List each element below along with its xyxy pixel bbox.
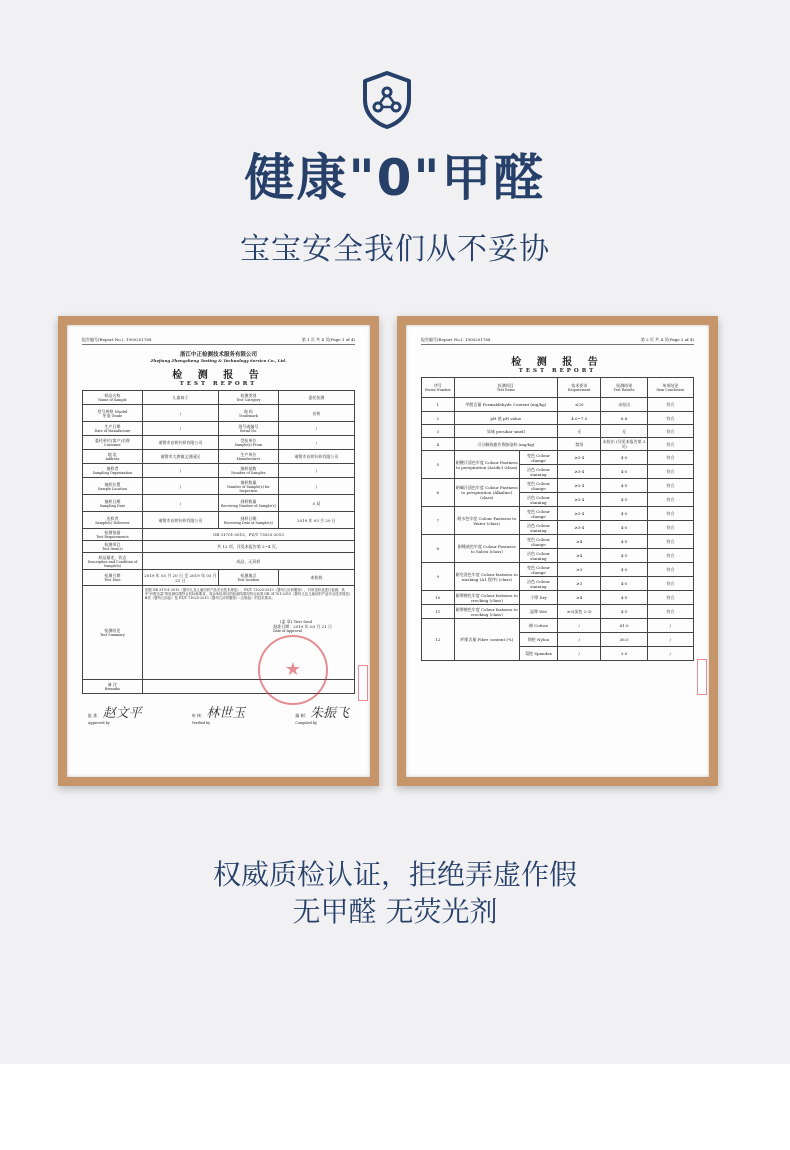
signature-row: 批 准： 赵文平 Approved by 审 核： 林世玉 Verified by 编 制： 朱振飞 Compiled by — [88, 706, 349, 725]
table-row — [422, 479, 694, 493]
cell-sub-item: 沾色 Colour staining — [519, 577, 557, 591]
field-value: / — [278, 464, 354, 478]
official-red-stamp — [258, 635, 328, 705]
field-value: 2019 年 03 月 20 日 — [278, 512, 354, 529]
report-number: 报告编号(Report No.): 1900201768 — [82, 337, 152, 342]
field-value: 成品、无异样 — [142, 553, 354, 570]
cell-result: 4-5 — [601, 591, 647, 605]
cell-sub-item: 变色 Colour change — [519, 479, 557, 493]
cell-result: 未检出 (详见本报告第 3 页) — [602, 439, 646, 449]
cell-sub-item: 氨纶 Spandex — [519, 647, 557, 661]
field-label: 样品描述、状态 Description and Condition of Sample(s) — [83, 553, 143, 570]
cell-result: 未检出 — [601, 398, 647, 412]
field-value: 诸暨市首荷针织有限公司 — [142, 436, 218, 450]
certificate-mat — [67, 325, 370, 777]
column-header: 序号 Series Number — [422, 378, 455, 398]
cell-conclusion: / — [647, 647, 693, 661]
cell-requirement: ≥3-4 — [557, 507, 601, 521]
cell-requirement: ≥3 — [557, 563, 601, 577]
cell-requirement: ≥3-4 — [557, 465, 601, 479]
field-value: 5 双 — [278, 495, 354, 512]
field-label: 型号规格 Model 等 级 Grade — [83, 405, 143, 422]
cell-conclusion: 符合 — [647, 507, 693, 521]
cell-result: 4-5 — [601, 451, 647, 465]
report-title-en: TEST REPORT — [179, 381, 258, 387]
field-label: 检测日期 Test Date — [83, 570, 143, 586]
cell-series-number: 10 — [422, 591, 455, 605]
field-label: 生产日期 Date of Manufacture — [83, 422, 143, 436]
cell-result: 4-5 — [601, 563, 647, 577]
cell-conclusion: 符合 — [647, 521, 693, 535]
caption-line-1: 权威质检认证，拒绝弄虚作假 — [212, 858, 577, 891]
field-label: 检测项目 Test Item(s) — [83, 541, 143, 553]
field-label: 抽样基数 Number of Samples — [218, 464, 278, 478]
cell-series-number: 11 — [422, 605, 455, 619]
cell-sub-item: 变色 Colour change — [519, 535, 557, 549]
table-row — [422, 412, 694, 425]
org-name-en: Zhejiang Zhengzheng Testing & Technology Service Co., Ltd. — [150, 358, 287, 363]
field-value: 儿童袜子 — [142, 391, 218, 405]
cell-requirement: ≥3-4 — [557, 521, 601, 535]
cell-series-number: 4 — [422, 438, 455, 451]
report-title-cn: 检 测 报 告 — [511, 357, 604, 368]
certificate-frame-page2 — [397, 316, 718, 786]
cell-requirement: / — [557, 647, 601, 661]
org-name-cn: 浙江中正检测技术服务有限公司 — [179, 352, 257, 358]
cell-test-item: 可分解致癌芳香胺染料 (mg/kg) — [454, 438, 557, 451]
field-value: 2019 年 03 月 20 日 至 2019 年 03 月 21 日 — [142, 570, 218, 586]
cell-test-item: 纤维含量 Fibre content (%) — [454, 619, 519, 661]
cell-conclusion: 符合 — [647, 493, 693, 507]
signature-compiled: 朱振飞 — [309, 706, 349, 721]
cell-conclusion: 符合 — [647, 412, 693, 425]
cell-result: 4-5 — [601, 465, 647, 479]
cell-test-item: 耐酸汗渍色牢度 Colour Fastness to perspiration (Acidic) (class) — [454, 451, 519, 479]
cell-test-item: pH 值 pH value — [454, 412, 557, 425]
cell-result: 4-5 — [601, 549, 647, 563]
column-header: 技术要求 Requirement — [557, 378, 601, 398]
field-value: / — [278, 478, 354, 495]
cell-conclusion: 符合 — [647, 465, 693, 479]
table-row — [422, 563, 694, 577]
field-label: 检测地点 Test location — [218, 570, 278, 586]
signature-verified: 林世玉 — [206, 706, 246, 721]
field-value: / — [142, 422, 218, 436]
field-label: 委托单位(客户)名称 Customer — [83, 436, 143, 450]
cell-test-item: 耐水色牢度 Colour Fastness to Water (class) — [454, 507, 519, 535]
cell-sub-item: 湿摩 Wet — [519, 605, 557, 619]
cell-requirement: ≥4 — [557, 591, 601, 605]
field-value: 诸暨市首荷针织有限公司 — [278, 450, 354, 464]
cell-conclusion: / — [647, 633, 693, 647]
table-row — [422, 398, 694, 412]
cell-series-number: 8 — [422, 535, 455, 563]
field-value: GB 31701-2015、FZ/T 73025-2013 — [142, 529, 354, 541]
cell-sub-item: 锦纶 Nylon — [519, 633, 557, 647]
cell-requirement: 无 — [557, 425, 601, 438]
cell-series-number: 2 — [422, 412, 455, 425]
cell-conclusion: 符合 — [647, 479, 693, 493]
certificate-mat — [406, 325, 709, 777]
report-header-line — [82, 337, 355, 345]
column-header: 单项结论 Item Conclusion — [647, 378, 693, 398]
cell-result: 4-5 — [601, 605, 647, 619]
page-subtitle: 宝宝安全我们从不妥协 — [240, 232, 550, 267]
field-label: 到样数量 Receiving Number of Sample(s) — [218, 495, 278, 512]
signature-approved: 赵文平 — [102, 706, 142, 721]
field-label: 抽样日期 Sampling Date — [83, 495, 143, 512]
column-header: 检测项目 Test Items — [454, 378, 557, 398]
cell-sub-item: 沾色 Colour staining — [519, 549, 557, 563]
field-value: 本机构 — [278, 570, 354, 586]
field-label: 样品名称 Name of Sample — [83, 391, 143, 405]
field-label: 备 注 Remarks — [83, 680, 143, 694]
table-row — [422, 591, 694, 605]
test-results-table — [421, 377, 694, 661]
cell-result: 6.8 — [601, 412, 647, 425]
field-label: 商 标 Trademark — [218, 405, 278, 422]
field-value: / — [278, 422, 354, 436]
cell-result: 61.0 — [601, 619, 647, 633]
cell-conclusion: 符合 — [647, 577, 693, 591]
cell-requirement: ≥4 — [557, 535, 601, 549]
cell-conclusion: 符合 — [647, 605, 693, 619]
page-seam-stamp — [697, 659, 707, 695]
table-row — [422, 425, 694, 438]
cell-conclusion: 符合 — [647, 549, 693, 563]
cell-test-item: 耐摩擦色牢度 Colour fastness to crocking (class) — [455, 606, 518, 617]
test-report-page1 — [82, 337, 355, 765]
cell-sub-item: 沾色 Colour staining — [519, 521, 557, 535]
field-label: 批号或编号 Serial No. — [218, 422, 278, 436]
field-value: 共 12 项，详见本报告第 2~4 页。 — [142, 541, 354, 553]
field-label: 抽样位置 Sample Location — [83, 478, 143, 495]
field-label: 到样日期 Receiving Date of Sample(s) — [218, 512, 278, 529]
cell-test-item: 耐唾液色牢度 Colour Fastness to Saliva (class) — [454, 535, 519, 563]
cell-conclusion: 符合 — [647, 398, 693, 412]
field-label: 检测类别 Test Category — [218, 391, 278, 405]
page-title: 健康"0"甲醛 — [244, 149, 546, 207]
cell-series-number: 1 — [422, 398, 455, 412]
field-value: 诸暨市首荷针织有限公司 — [142, 512, 218, 529]
table-row — [422, 507, 694, 521]
report-number: 报告编号(Report No.): 1900201768 — [421, 337, 491, 342]
table-row — [422, 535, 694, 549]
field-value: 诸暨市大唐镇文创园区 — [142, 450, 218, 464]
field-label: 送样者 Sample(s) Deliverer — [83, 512, 143, 529]
cell-series-number: 9 — [422, 563, 455, 591]
cell-requirement: ≥3 — [557, 577, 601, 591]
cell-series-number: 12 — [422, 619, 455, 661]
cell-conclusion: 符合 — [647, 535, 693, 549]
cell-requirement: ≥4 — [557, 549, 601, 563]
field-label: 检测依据 Test Requirements — [83, 529, 143, 541]
cell-requirement: ≥3-4 — [557, 493, 601, 507]
cell-conclusion: 符合 — [647, 451, 693, 465]
cell-result: 3.0 — [601, 647, 647, 661]
field-label: 地 址 Address — [83, 450, 143, 464]
cell-result: 无 — [601, 425, 647, 438]
cell-conclusion: 符合 — [647, 591, 693, 605]
test-report-page2 — [421, 337, 694, 765]
cell-series-number: 7 — [422, 507, 455, 535]
cell-requirement: 禁用 — [557, 438, 601, 451]
field-value: / — [142, 495, 218, 512]
cell-conclusion: / — [647, 619, 693, 633]
table-row — [422, 451, 694, 465]
cell-result: 4-5 — [601, 479, 647, 493]
cell-requirement: ≥3-4 — [557, 479, 601, 493]
cell-requirement: / — [557, 633, 601, 647]
cell-test-item: 耐碱汗渍色牢度 Colour Fastness to perspiration (Alkaline) (class) — [454, 479, 519, 507]
cell-test-item: 异味 peculiar smell — [454, 425, 557, 438]
shield-molecule-icon — [361, 70, 413, 130]
page-seam-stamp — [358, 665, 368, 701]
cell-result: 4-5 — [601, 493, 647, 507]
report-header-line — [421, 337, 694, 345]
field-label: 抽样者 Sampling Organization — [83, 464, 143, 478]
cell-result: 4-5 — [601, 535, 647, 549]
cell-conclusion: 符合 — [647, 563, 693, 577]
field-value: 首荷 — [278, 405, 354, 422]
field-label: 生产单位 Manufacturer — [218, 450, 278, 464]
cell-sub-item: 变色 Colour change — [519, 563, 557, 577]
field-value: 委托检测 — [278, 391, 354, 405]
cell-series-number: 6 — [422, 479, 455, 507]
field-label: 受检单位 Sample(s) From — [218, 436, 278, 450]
table-row — [422, 438, 694, 451]
cell-result: 4-5 — [601, 507, 647, 521]
cell-requirement: ≥3-4 — [557, 451, 601, 465]
cell-conclusion: 符合 — [647, 438, 693, 451]
table-header-row — [422, 378, 694, 398]
cell-sub-item: 沾色 Colour staining — [519, 465, 557, 479]
cell-test-item: 耐摩擦色牢度 Colour fastness to crocking (class) — [455, 592, 518, 603]
cell-series-number: 5 — [422, 451, 455, 479]
cell-result: 4-5 — [601, 521, 647, 535]
cell-series-number: 3 — [422, 425, 455, 438]
cell-sub-item: 变色 Colour change — [519, 507, 557, 521]
field-value: / — [142, 405, 218, 422]
field-label: 抽样数量 Number of Sample(s) for Inspection — [218, 478, 278, 495]
cell-sub-item: 沾色 Colour staining — [519, 493, 557, 507]
field-value: / — [278, 436, 354, 450]
table-row — [422, 619, 694, 633]
cell-requirement: ≥3(深色 2-3) — [557, 605, 601, 619]
cell-requirement: 4.0~7.5 — [557, 412, 601, 425]
test-summary-text: 依据 GB 31701-2015《婴幼儿及儿童纺织产品安全技术规范》、FZ/T 73025-2013《婴幼儿针织服饰》，对所送样品进行检测，其中"纤维含量"的检测结果符合其标称要求，其余所检项目的检测结果均符合标准 GB 31701-2015《婴幼儿及儿童纺织产品安全技术规范》B类《婴幼儿用品》及 FZ/T 73025-2013《婴幼儿针织服饰》（合格品）的技术要求。 (盖 章) Test Seal 批准日期：2019 年 03 月 21 日 Date of Approval — [142, 586, 354, 680]
certificate-frame-page1 — [58, 316, 379, 786]
cell-requirement: / — [557, 619, 601, 633]
cell-result: 4-5 — [601, 577, 647, 591]
cell-sub-item: 干摩 Dry — [519, 591, 557, 605]
report-title-en: TEST REPORT — [518, 368, 597, 374]
report-page-number: 第 1 页 共 4 页(Page 1 of 4) — [301, 337, 355, 342]
report-title-cn: 检 测 报 告 — [172, 370, 265, 381]
caption-line-2: 无甲醛 无荧光剂 — [292, 895, 498, 928]
cell-test-item: 耐皂洗色牢度 Colour fastness to washing (A1 程序) (class) — [454, 563, 519, 591]
cell-conclusion: 符合 — [647, 425, 693, 438]
field-value: / — [142, 464, 218, 478]
cell-sub-item: 变色 Colour change — [519, 451, 557, 465]
field-label: 检测结论 Test Summary — [83, 586, 143, 680]
cell-result: 36.0 — [601, 633, 647, 647]
column-header: 检测结果 Test Results — [601, 378, 647, 398]
cell-test-item: 甲醛含量 Formaldehyde Content (mg/kg) — [454, 398, 557, 412]
cell-requirement: ≤20 — [557, 398, 601, 412]
report-page-number: 第 2 页 共 4 页(Page 2 of 4) — [640, 337, 694, 342]
cell-sub-item: 棉 Cotton — [519, 619, 557, 633]
field-value: / — [142, 478, 218, 495]
table-row — [422, 605, 694, 619]
